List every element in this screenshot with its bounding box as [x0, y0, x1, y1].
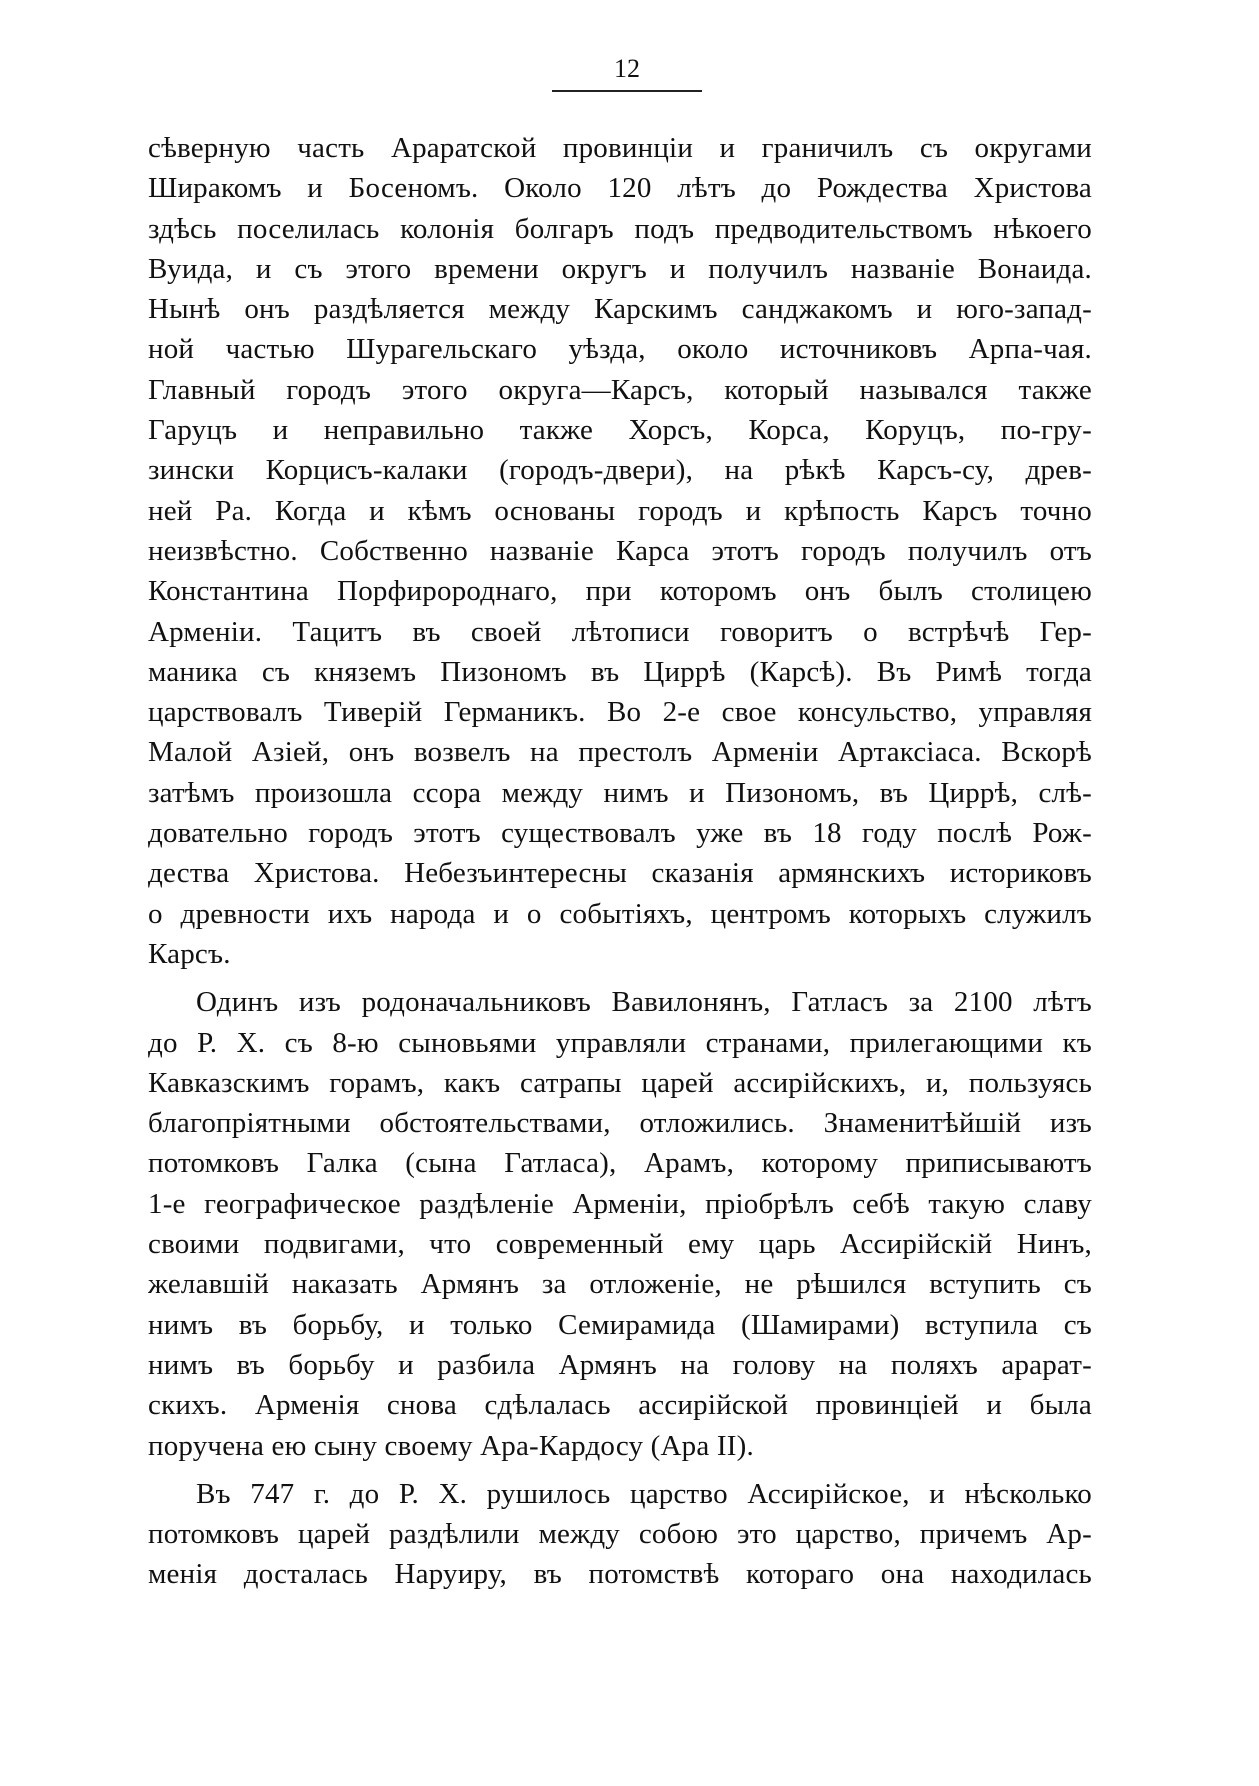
- paragraph: [148, 128, 1092, 974]
- text-line: неизвѣстно. Собственно названіе Карса этотъ городъ получилъ отъ: [148, 534, 1092, 567]
- text-line: желавшій наказать Армянъ за отложеніе, не рѣшился вступить съ: [148, 1268, 1092, 1301]
- text-line: Главный городъ этого округа—Карсъ, который назывался также: [148, 373, 1092, 406]
- text-line: царствовалъ Тиверій Германикъ. Во 2-е свое консульство, управляя: [148, 696, 1092, 729]
- text-line: менія досталась Наруиру, въ потомствѣ котораго она находилась: [148, 1558, 1092, 1591]
- text-line: маника съ княземъ Пизономъ въ Циррѣ (Карсѣ). Въ Римѣ тогда: [148, 655, 1092, 688]
- text-line: потомковъ царей раздѣлили между собою это царство, причемъ Ар-: [148, 1518, 1092, 1551]
- text-line: затѣмъ произошла ссора между нимъ и Пизономъ, въ Циррѣ, слѣ-: [148, 776, 1092, 809]
- text-line: потомковъ Галка (сына Гатласа), Арамъ, которому приписываютъ: [148, 1147, 1092, 1180]
- text-line: о древности ихъ народа и о событіяхъ, центромъ которыхъ служилъ: [148, 897, 1092, 930]
- text-line: Одинъ изъ родоначальниковъ Вавилонянъ, Гатласъ за 2100 лѣтъ: [196, 986, 1092, 1019]
- paragraph-gap: [148, 974, 1092, 982]
- page-number: 12: [614, 54, 640, 83]
- body-text: [148, 128, 1092, 1595]
- paragraph: [148, 982, 1092, 1466]
- text-line: Гаруцъ и неправильно также Хорсъ, Корса, Коруцъ, по-гру-: [148, 414, 1092, 447]
- text-line: ней Ра. Когда и кѣмъ основаны городъ и крѣпость Карсъ точно: [148, 494, 1092, 527]
- text-line: довательно городъ этотъ существовалъ уже въ 18 году послѣ Рож-: [148, 817, 1092, 850]
- paragraph: [148, 1474, 1092, 1595]
- text-line: Кавказскимъ горамъ, какъ сатрапы царей ассирійскихъ, и, пользуясь: [148, 1066, 1092, 1099]
- text-line: до Р. Х. съ 8-ю сыновьями управляли странами, прилегающими къ: [148, 1026, 1092, 1059]
- text-line: Вуида, и съ этого времени округъ и получилъ названіе Вонаида.: [148, 252, 1092, 285]
- text-line: нимъ въ борьбу и разбила Армянъ на голову на поляхъ арарат-: [148, 1348, 1092, 1381]
- text-line: сѣверную часть Араратской провинціи и граничилъ съ округами: [148, 132, 1092, 164]
- text-line: Нынѣ онъ раздѣляется между Карскимъ санджакомъ и юго-запад-: [148, 293, 1092, 326]
- text-line: Карсъ.: [148, 937, 231, 970]
- paragraph-gap: [148, 1466, 1092, 1474]
- text-line: нимъ въ борьбу, и только Семирамида (Шамирами) вступила съ: [148, 1308, 1092, 1341]
- text-line: Малой Азіей, онъ возвелъ на престолъ Арменіи Артаксіаса. Вскорѣ: [148, 736, 1092, 769]
- text-line: Арменіи. Тацитъ въ своей лѣтописи говоритъ о встрѣчѣ Гер-: [148, 615, 1092, 648]
- text-line: Въ 747 г. до Р. Х. рушилось царство Ассирійское, и нѣсколько: [196, 1477, 1092, 1510]
- text-line: ной частью Шурагельскаго уѣзда, около источниковъ Арпа-чая.: [148, 333, 1092, 366]
- text-line: дества Христова. Небезъинтересны сказанія армянскихъ историковъ: [148, 857, 1092, 890]
- text-line: 1-е географическое раздѣленіе Арменіи, пріобрѣлъ себѣ такую славу: [148, 1187, 1092, 1220]
- text-line: здѣсь поселилась колонія болгаръ подъ предводительствомъ нѣкоего: [148, 212, 1092, 245]
- text-line: скихъ. Арменія снова сдѣлалась ассирійской провинціей и была: [148, 1389, 1092, 1422]
- text-line: благопріятными обстоятельствами, отложились. Знаменитѣйшій изъ: [148, 1107, 1092, 1140]
- text-line: зински Корцисъ-калаки (городъ-двери), на рѣкѣ Карсъ-су, древ-: [148, 454, 1092, 487]
- text-line: Константина Порфиророднаго, при которомъ онъ былъ столицею: [148, 575, 1092, 608]
- text-line: своими подвигами, что современный ему царь Ассирійскій Нинъ,: [148, 1228, 1092, 1261]
- header-rule: [552, 90, 702, 92]
- text-line: поручена ею сыну своему Ара-Кардосу (Ара II).: [148, 1429, 754, 1462]
- text-line: Ширакомъ и Босеномъ. Около 120 лѣтъ до Рождества Христова: [148, 172, 1092, 205]
